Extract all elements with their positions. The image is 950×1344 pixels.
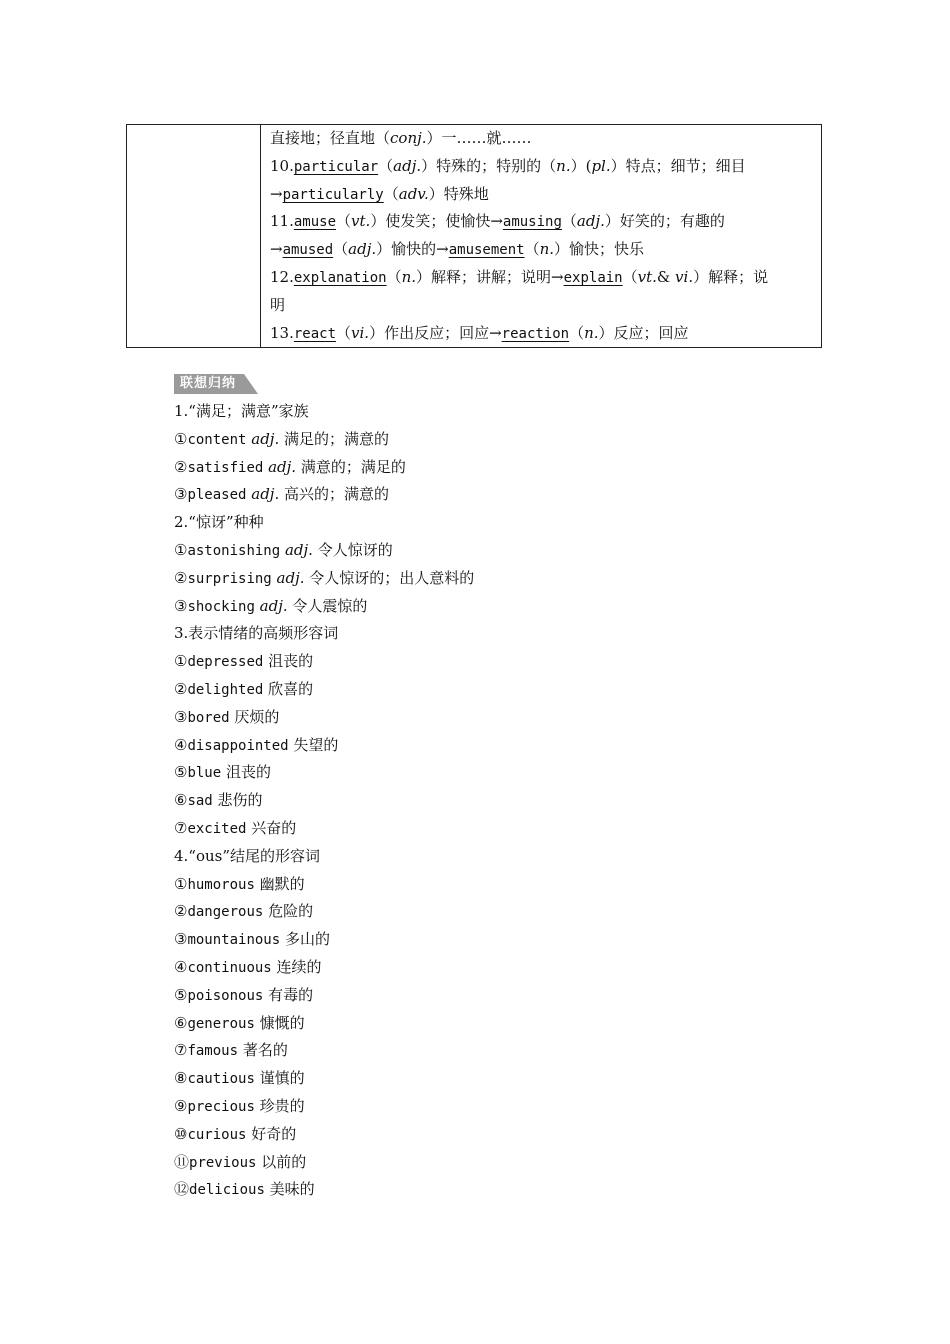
table-text: 11.: [270, 212, 294, 231]
table-text: ）好笑的；有趣的: [604, 212, 725, 231]
association-list: [174, 398, 814, 1204]
list-item: [174, 1037, 814, 1065]
item-number: ②: [174, 568, 188, 587]
list-item: [174, 1093, 814, 1121]
item-meaning: 有毒的: [268, 985, 314, 1004]
item-meaning: 兴奋的: [251, 818, 297, 837]
item-meaning: 以前的: [261, 1152, 307, 1171]
table-text: （: [386, 267, 402, 286]
item-meaning: 令人惊讶的；出人意料的: [309, 568, 475, 587]
item-number: ⑤: [174, 763, 188, 782]
list-item: [174, 565, 814, 593]
item-word: disappointed: [187, 737, 289, 754]
item-word: excited: [187, 820, 247, 837]
vocab-word: reaction: [501, 325, 570, 342]
table-text: （: [383, 184, 399, 203]
list-item: [174, 982, 814, 1010]
item-number: ②: [174, 457, 188, 476]
part-of-speech: vt.: [351, 212, 371, 231]
item-meaning: 满足的；满意的: [284, 429, 390, 448]
table-text: （: [622, 267, 638, 286]
item-number: ①: [174, 652, 188, 671]
table-text: ）解释；讲解；说明→: [416, 267, 564, 286]
table-text: 12.: [270, 267, 294, 286]
item-word: mountainous: [187, 932, 281, 949]
vocab-word: amused: [282, 242, 334, 259]
list-item: [174, 1010, 814, 1038]
part-of-speech: adj.: [393, 156, 422, 175]
vocab-word: particular: [293, 158, 379, 175]
part-of-speech: adj.: [348, 240, 377, 259]
list-item: [174, 815, 814, 843]
section-tag-label: 联想归纳: [180, 376, 237, 391]
item-meaning: 著名的: [242, 1041, 288, 1060]
table-text: ）一……就……: [426, 129, 532, 147]
item-word: blue: [187, 765, 222, 782]
part-of-speech: vi.: [675, 267, 694, 286]
item-meaning: 沮丧的: [268, 652, 314, 671]
item-number: ⑧: [174, 1069, 188, 1088]
table-left-cell: [127, 125, 261, 347]
item-pos: adj.: [251, 485, 280, 504]
vocab-word: explanation: [293, 269, 387, 286]
item-meaning: 危险的: [268, 902, 314, 921]
table-text: 明: [270, 295, 286, 314]
list-item: [174, 871, 814, 899]
item-meaning: 欣喜的: [268, 679, 314, 698]
part-of-speech: n.: [401, 267, 417, 286]
table-line: [270, 153, 815, 181]
item-word: shocking: [187, 598, 255, 615]
table-text: 10.: [270, 156, 294, 175]
item-meaning: 连续的: [276, 957, 322, 976]
vocab-table: [126, 124, 822, 348]
item-meaning: 美味的: [269, 1180, 315, 1199]
item-number: ②: [174, 902, 188, 921]
table-right-cell: [262, 125, 821, 347]
item-number: ③: [174, 485, 188, 504]
table-text: →: [270, 240, 283, 259]
table-text: ）愉快的→: [376, 240, 449, 259]
part-of-speech: adv.: [398, 184, 429, 203]
list-item: [174, 1176, 814, 1204]
item-meaning: 厌烦的: [234, 707, 280, 726]
item-pos: adj.: [284, 540, 313, 559]
item-meaning: 令人惊讶的: [317, 540, 393, 559]
item-meaning: 珍贵的: [259, 1096, 305, 1115]
item-number: ⑤: [174, 985, 188, 1004]
list-item: [174, 1065, 814, 1093]
item-number: ⑩: [174, 1124, 188, 1143]
item-word: satisfied: [187, 459, 264, 476]
item-word: sad: [187, 793, 213, 810]
group-heading: 2.“惊讶”种种: [174, 513, 264, 532]
item-word: continuous: [187, 959, 272, 976]
table-line: [270, 208, 815, 236]
item-pos: adj.: [259, 596, 288, 615]
item-number: ⑦: [174, 818, 188, 837]
table-text: &: [656, 267, 676, 286]
part-of-speech: vi.: [351, 323, 370, 342]
table-text: ）特殊的；特别的（: [421, 156, 557, 175]
list-item: [174, 537, 814, 565]
item-word: depressed: [187, 654, 264, 671]
item-pos: adj.: [268, 457, 297, 476]
table-text: ）特殊地: [428, 184, 489, 203]
table-line: [270, 236, 815, 264]
table-text: →: [270, 184, 283, 203]
item-number: ①: [174, 874, 188, 893]
table-line: [270, 292, 815, 320]
item-meaning: 慷慨的: [259, 1013, 305, 1032]
item-number: ③: [174, 930, 188, 949]
list-item: [174, 648, 814, 676]
item-word: dangerous: [187, 904, 264, 921]
item-meaning: 令人震惊的: [292, 596, 368, 615]
item-number: ③: [174, 707, 188, 726]
item-meaning: 幽默的: [259, 874, 305, 893]
item-word: poisonous: [187, 987, 264, 1004]
item-number: ⑥: [174, 1013, 188, 1032]
item-number: ⑫: [174, 1180, 190, 1199]
item-meaning: 失望的: [293, 735, 339, 754]
table-text: （: [336, 212, 352, 231]
vocab-word: explain: [563, 269, 623, 286]
item-meaning: 多山的: [284, 930, 330, 949]
section-tag: [174, 374, 256, 394]
item-number: ③: [174, 596, 188, 615]
list-item: [174, 1149, 814, 1177]
vocab-word: amusement: [448, 242, 525, 259]
item-pos: adj.: [276, 568, 305, 587]
table-text: ）使发笑；使愉快→: [370, 212, 503, 231]
list-item: [174, 759, 814, 787]
item-number: ⑨: [174, 1096, 188, 1115]
part-of-speech: adj.: [576, 212, 605, 231]
item-word: humorous: [187, 876, 255, 893]
list-item: [174, 787, 814, 815]
list-item: [174, 454, 814, 482]
part-of-speech: n.: [556, 156, 571, 175]
table-line: [270, 264, 815, 292]
item-word: precious: [187, 1098, 255, 1115]
vocab-word: react: [293, 325, 337, 342]
table-text: ）作出反应；回应→: [369, 323, 502, 342]
item-word: astonishing: [187, 542, 281, 559]
part-of-speech: n.: [539, 240, 555, 259]
table-line: [270, 181, 815, 209]
table-line: [270, 125, 815, 153]
part-of-speech: n.: [584, 323, 599, 342]
item-word: bored: [187, 709, 230, 726]
table-text: ）反应；回应: [598, 323, 689, 342]
list-item: [174, 593, 814, 621]
item-meaning: 悲伤的: [217, 791, 263, 810]
table-text: （: [378, 156, 394, 175]
item-number: ⑦: [174, 1041, 188, 1060]
item-word: previous: [189, 1154, 257, 1171]
table-line: [270, 320, 815, 348]
table-text: （: [561, 212, 577, 231]
item-word: generous: [187, 1015, 255, 1032]
list-item: [174, 704, 814, 732]
group-heading: 1.“满足；满意”家族: [174, 402, 309, 420]
table-text: （: [336, 323, 352, 342]
item-pos: adj.: [251, 429, 280, 448]
table-text: 13.: [270, 323, 294, 342]
item-meaning: 好奇的: [251, 1124, 297, 1143]
part-of-speech: pl.: [591, 156, 611, 175]
table-text: ）特点；细节；细目: [610, 156, 746, 175]
list-item: [174, 926, 814, 954]
part-of-speech: conj.: [390, 129, 427, 147]
list-item: [174, 954, 814, 982]
group-heading: 3.表示情绪的高频形容词: [174, 624, 339, 643]
item-word: delighted: [187, 681, 264, 698]
group-heading: 4.“ous”结尾的形容词: [174, 846, 321, 865]
item-word: content: [187, 431, 247, 448]
vocab-word: amuse: [293, 214, 337, 231]
vocab-word: amusing: [502, 214, 562, 231]
vocab-word: particularly: [282, 186, 384, 203]
table-text: ）解释；说: [693, 267, 769, 286]
item-word: famous: [187, 1043, 239, 1060]
item-word: delicious: [189, 1182, 265, 1199]
item-number: ①: [174, 540, 188, 559]
item-meaning: 满意的；满足的: [300, 457, 406, 476]
item-meaning: 谨慎的: [259, 1069, 305, 1088]
list-item: [174, 732, 814, 760]
item-number: ①: [174, 429, 188, 448]
item-number: ④: [174, 957, 188, 976]
item-word: pleased: [187, 487, 247, 504]
table-text: ）愉快；快乐: [554, 240, 645, 259]
list-item: [174, 676, 814, 704]
item-word: surprising: [187, 570, 272, 587]
list-item: [174, 898, 814, 926]
item-number: ②: [174, 679, 188, 698]
table-text: ）(: [570, 156, 592, 175]
item-number: ⑥: [174, 791, 188, 810]
list-item: [174, 426, 814, 454]
item-word: curious: [187, 1126, 247, 1143]
list-item: [174, 481, 814, 509]
list-item: [174, 1121, 814, 1149]
table-text: （: [524, 240, 540, 259]
part-of-speech: vt.: [637, 267, 657, 286]
item-number: ⑪: [174, 1152, 190, 1171]
table-text: 直接地；径直地（: [270, 129, 391, 147]
item-number: ④: [174, 735, 188, 754]
item-meaning: 高兴的；满意的: [284, 485, 390, 504]
table-text: （: [569, 323, 585, 342]
table-text: （: [333, 240, 349, 259]
item-meaning: 沮丧的: [225, 763, 271, 782]
item-word: cautious: [187, 1071, 255, 1088]
